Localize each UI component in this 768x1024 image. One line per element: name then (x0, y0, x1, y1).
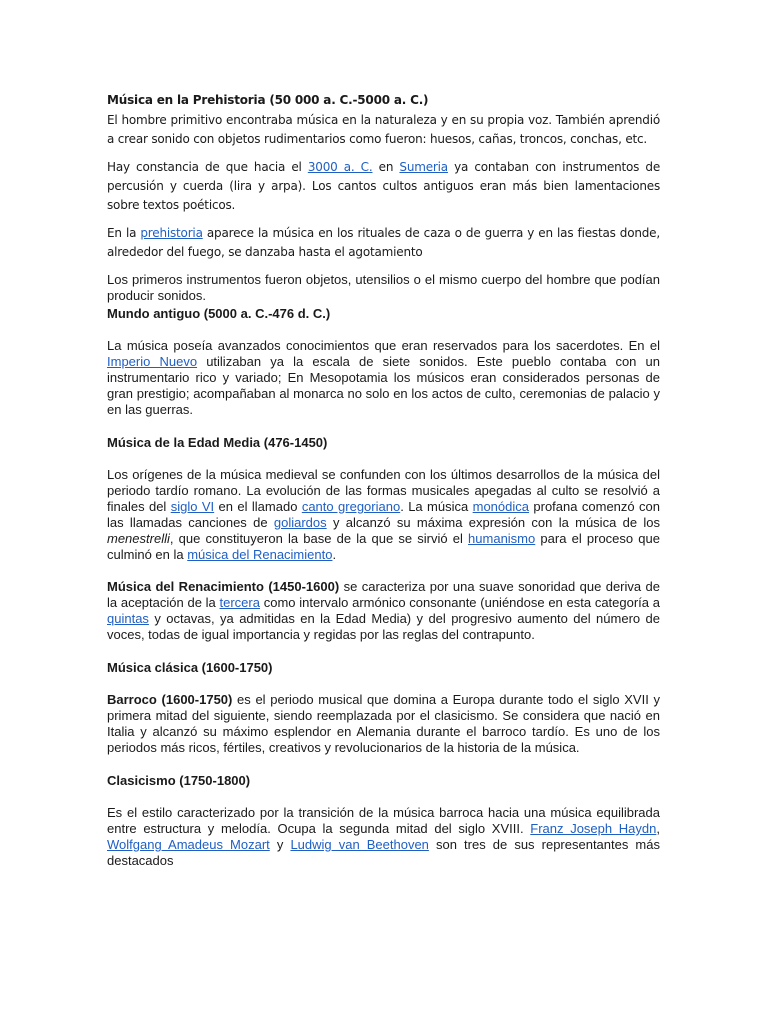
section-prehistoria (107, 91, 660, 262)
link-humanismo[interactable]: humanismo (468, 531, 536, 546)
heading-musica-clasica: Música clásica (1600-1750) (107, 660, 273, 675)
link-siglo-vi[interactable]: siglo VI (170, 499, 215, 514)
link-imperio-nuevo[interactable]: Imperio Nuevo (107, 354, 198, 369)
link-beethoven[interactable]: Ludwig van Beethoven (290, 837, 429, 852)
paragraph-prehistoria-4: Los primeros instrumentos fueron objetos, utensilios o el mismo cuerpo del hombre que podían producir sonidos. (107, 272, 660, 303)
paragraph-mundo-antiguo: La música poseía avanzados conocimientos que eran reservados para los sacerdotes. En el Imperio Nuevo utilizaban ya la escala de siete sonidos. Este pueblo contaba con un instrumentario rico y variado; En Mesopotamia los músicos eran considerados personas de gran prestigio; acompañaban al monarca no solo en los actos de culto, ceremonias de palacio y en las guerras. (107, 338, 660, 417)
link-tercera[interactable]: tercera (219, 595, 260, 610)
paragraph-prehistoria-1: El hombre primitivo encontraba música en la naturaleza y en su propia voz. También aprendió a crear sonido con objetos rudimentarios como fueron: huesos, cañas, troncos, conchas, etc. (107, 113, 660, 146)
paragraph-clasicismo: Es el estilo caracterizado por la transición de la música barroca hacia una música equilibrada entre estructura y melodía. Ocupa la segunda mitad del siglo XVIII. Franz Joseph Haydn, Wolfgang Amadeus Mozart y Ludwig van Beethoven son tres de sus representantes más destacados (107, 805, 660, 868)
section-main (107, 272, 660, 869)
link-prehistoria[interactable]: prehistoria (140, 226, 203, 240)
link-musica-renacimiento[interactable]: música del Renacimiento (187, 547, 333, 562)
link-canto-gregoriano[interactable]: canto gregoriano (301, 499, 401, 514)
paragraph-renacimiento: Música del Renacimiento (1450-1600) se caracteriza por una suave sonoridad que deriva de la aceptación de la tercera como intervalo armónico consonante (uniéndose en esta categoría a quintas y octavas, ya admitidas en la Edad Media) y del progresivo aumento del número de voces, todas de igual importancia y regidas por las reglas del contrapunto. (107, 579, 661, 642)
italic-menestrelli: menestrelli (107, 531, 170, 546)
heading-edad-media: Música de la Edad Media (476-1450) (107, 435, 328, 450)
paragraph-barroco: Barroco (1600-1750) es el periodo musical que domina a Europa durante todo el siglo XVII y primera mitad del siguiente, siendo reemplazada por el clasicismo. Se considera que nació en Italia y alcanzó su máximo esplendor en Alemania durante el barroco tardío. Es uno de los periodos más ricos, fértiles, creativos y revolucionarios de la historia de la música. (107, 692, 660, 755)
link-sumeria[interactable]: Sumeria (399, 160, 448, 174)
paragraph-prehistoria-3: En la prehistoria aparece la música en los rituales de caza o de guerra y en las fiestas donde, alrededor del fuego, se danzaba hasta el agotamiento (107, 226, 660, 259)
heading-mundo-antiguo: Mundo antiguo (5000 a. C.-476 d. C.) (107, 306, 331, 321)
heading-clasicismo: Clasicismo (1750-1800) (107, 773, 251, 788)
paragraph-edad-media: Los orígenes de la música medieval se confunden con los últimos desarrollos de la música del periodo tardío romano. La evolución de las formas musicales apegadas al culto se resolvió a finales del siglo VI en el llamado canto gregoriano. La música monódica profana comenzó con las llamadas canciones de goliardos y alcanzó su máxima expresión con la música de los menestrelli, que constituyeron la base de la que se sirvió el humanismo para el proceso que culminó en la música del Renacimiento. (107, 467, 660, 562)
link-goliardos[interactable]: goliardos (273, 515, 327, 530)
link-mozart[interactable]: Wolfgang Amadeus Mozart (107, 837, 270, 852)
link-monodica[interactable]: monódica (472, 499, 529, 514)
paragraph-prehistoria-2: Hay constancia de que hacia el 3000 a. C. en Sumeria ya contaban con instrumentos de percusión y cuerda (lira y arpa). Los cantos cultos antiguos eran más bien lamentaciones sobre textos poéticos. (107, 160, 661, 212)
bold-barroco: Barroco (1600-1750) (107, 692, 233, 707)
bold-renacimiento: Música del Renacimiento (1450-1600) (107, 579, 340, 594)
document-content (107, 91, 660, 869)
link-quintas[interactable]: quintas (107, 611, 149, 626)
link-haydn[interactable]: Franz Joseph Haydn (530, 821, 657, 836)
heading-prehistoria: Música en la Prehistoria (50 000 a. C.-5000 a. C.) (107, 93, 429, 107)
link-3000-ac[interactable]: 3000 a. C. (307, 160, 373, 174)
